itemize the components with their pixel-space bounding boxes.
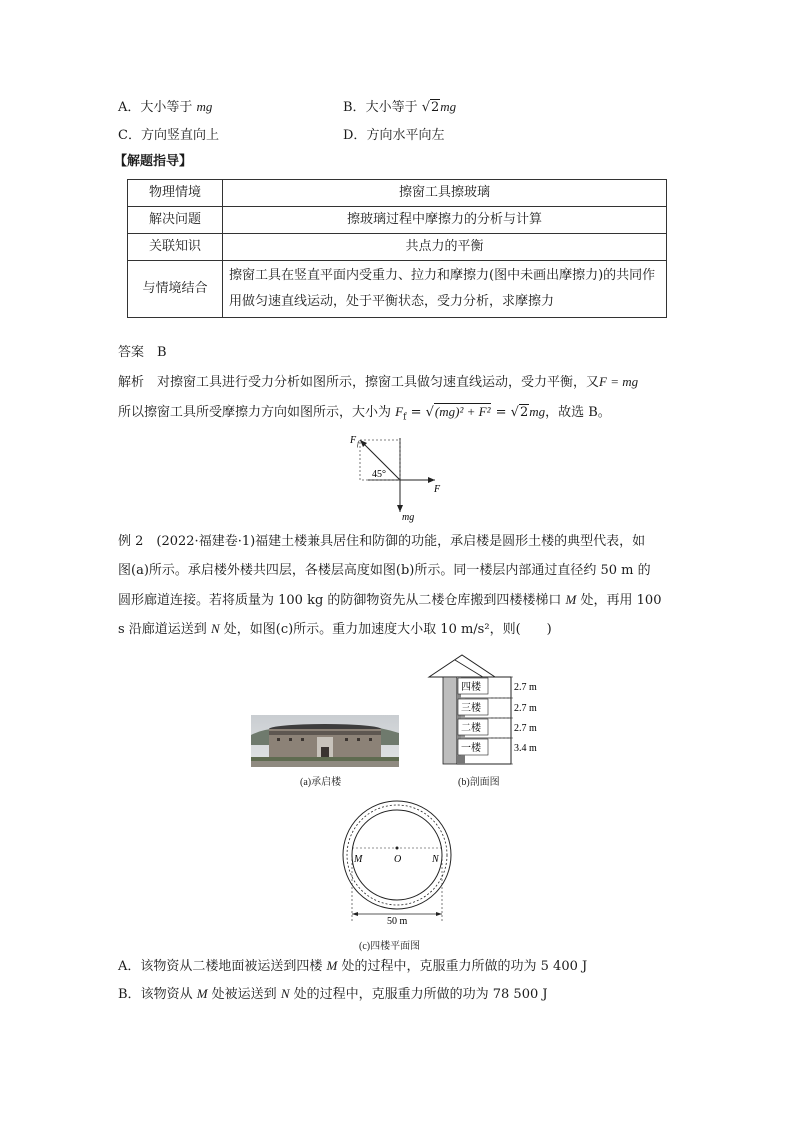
guide-title: 【解题指导】 xyxy=(114,154,193,169)
guide-key: 物理情境 xyxy=(128,180,223,207)
fig-b-caption: (b)剖面图 xyxy=(458,777,500,788)
table-row xyxy=(128,261,667,318)
option-d: D．方向水平向左 xyxy=(343,128,445,143)
guide-key: 解决问题 xyxy=(128,207,223,234)
example2-line-3: 圆形廊道连接。若将质量为 100 kg 的防御物资先从二楼仓库搬到四楼楼梯口 M 处，再用 100 xyxy=(118,592,662,608)
floor-label: 四楼 xyxy=(461,682,481,693)
point-o-label: O xyxy=(394,854,402,865)
guide-key: 关联知识 xyxy=(128,234,223,261)
point-m-label: M xyxy=(354,854,363,865)
table-row xyxy=(128,234,667,261)
guide-key: 与情境结合 xyxy=(128,261,223,318)
point-n-label: N xyxy=(432,854,439,865)
example2-line-2: 图(a)所示。承启楼外楼共四层，各楼层高度如图(b)所示。同一楼层内部通过直径约 50 m 的 xyxy=(118,563,651,578)
ff-sub: f xyxy=(357,440,359,448)
guide-value: 擦窗工具在竖直平面内受重力、拉力和摩擦力(图中未画出摩擦力)的共同作用做匀速直线运动，处于平衡状态，受力分析，求摩擦力 xyxy=(223,261,667,318)
mg-label: mg xyxy=(402,512,415,523)
option-c: C．方向竖直向上 xyxy=(118,128,219,143)
guide-value: 擦玻璃过程中摩擦力的分析与计算 xyxy=(223,207,667,234)
fig-c-caption: (c)四楼平面图 xyxy=(359,941,421,952)
guide-value: 共点力的平衡 xyxy=(223,234,667,261)
guide-table xyxy=(127,179,667,318)
example2-line-1: 例 2 (2022·福建卷·1)福建土楼兼具居住和防御的功能，承启楼是圆形土楼的典型代表，如 xyxy=(118,534,646,549)
guide-value: 擦窗工具擦玻璃 xyxy=(223,180,667,207)
fig-a-caption: (a)承启楼 xyxy=(300,777,342,788)
height-label: 2.7 m xyxy=(514,723,537,734)
width-label: 50 m xyxy=(387,916,408,927)
ff-label: F xyxy=(350,435,357,446)
option-b: B．大小等于 √2mg xyxy=(343,99,457,115)
height-label: 3.4 m xyxy=(514,743,537,754)
option-a: A．大小等于 mg xyxy=(118,99,213,115)
floor-plan xyxy=(340,790,460,940)
force-diagram xyxy=(340,430,460,525)
option-b-bottom: B．该物资从 M 处被运送到 N 处的过程中，克服重力所做的功为 78 500 J xyxy=(118,986,548,1002)
floor-label: 二楼 xyxy=(461,723,481,734)
analysis-line-1: 解析 对擦窗工具进行受力分析如图所示，擦窗工具做匀速直线运动，受力平衡，又F = mg xyxy=(118,374,639,390)
height-label: 2.7 m xyxy=(514,703,537,714)
option-a-bottom: A．该物资从二楼地面被运送到四楼 M 处的过程中，克服重力所做的功为 5 400 J xyxy=(118,958,588,974)
analysis-line-2: 所以擦窗工具所受摩擦力方向如图所示，大小为 $F_f = √(mg)^2 + F^2 = √2mg$，故选 B。 xyxy=(118,404,611,423)
height-label: 2.7 m xyxy=(514,682,537,693)
section-diagram xyxy=(425,652,555,770)
angle-label: 45° xyxy=(372,469,386,480)
f-label: F xyxy=(434,484,441,495)
floor-label: 三楼 xyxy=(461,703,481,714)
example2-line-4: s 沿廊道运送到 N 处，如图(c)所示。重力加速度大小取 10 m/s²，则( ) xyxy=(118,621,552,637)
answer: 答案 B xyxy=(118,345,167,360)
floor-label: 一楼 xyxy=(461,743,481,754)
table-row xyxy=(128,180,667,207)
table-row xyxy=(128,207,667,234)
building-photo xyxy=(251,715,399,767)
